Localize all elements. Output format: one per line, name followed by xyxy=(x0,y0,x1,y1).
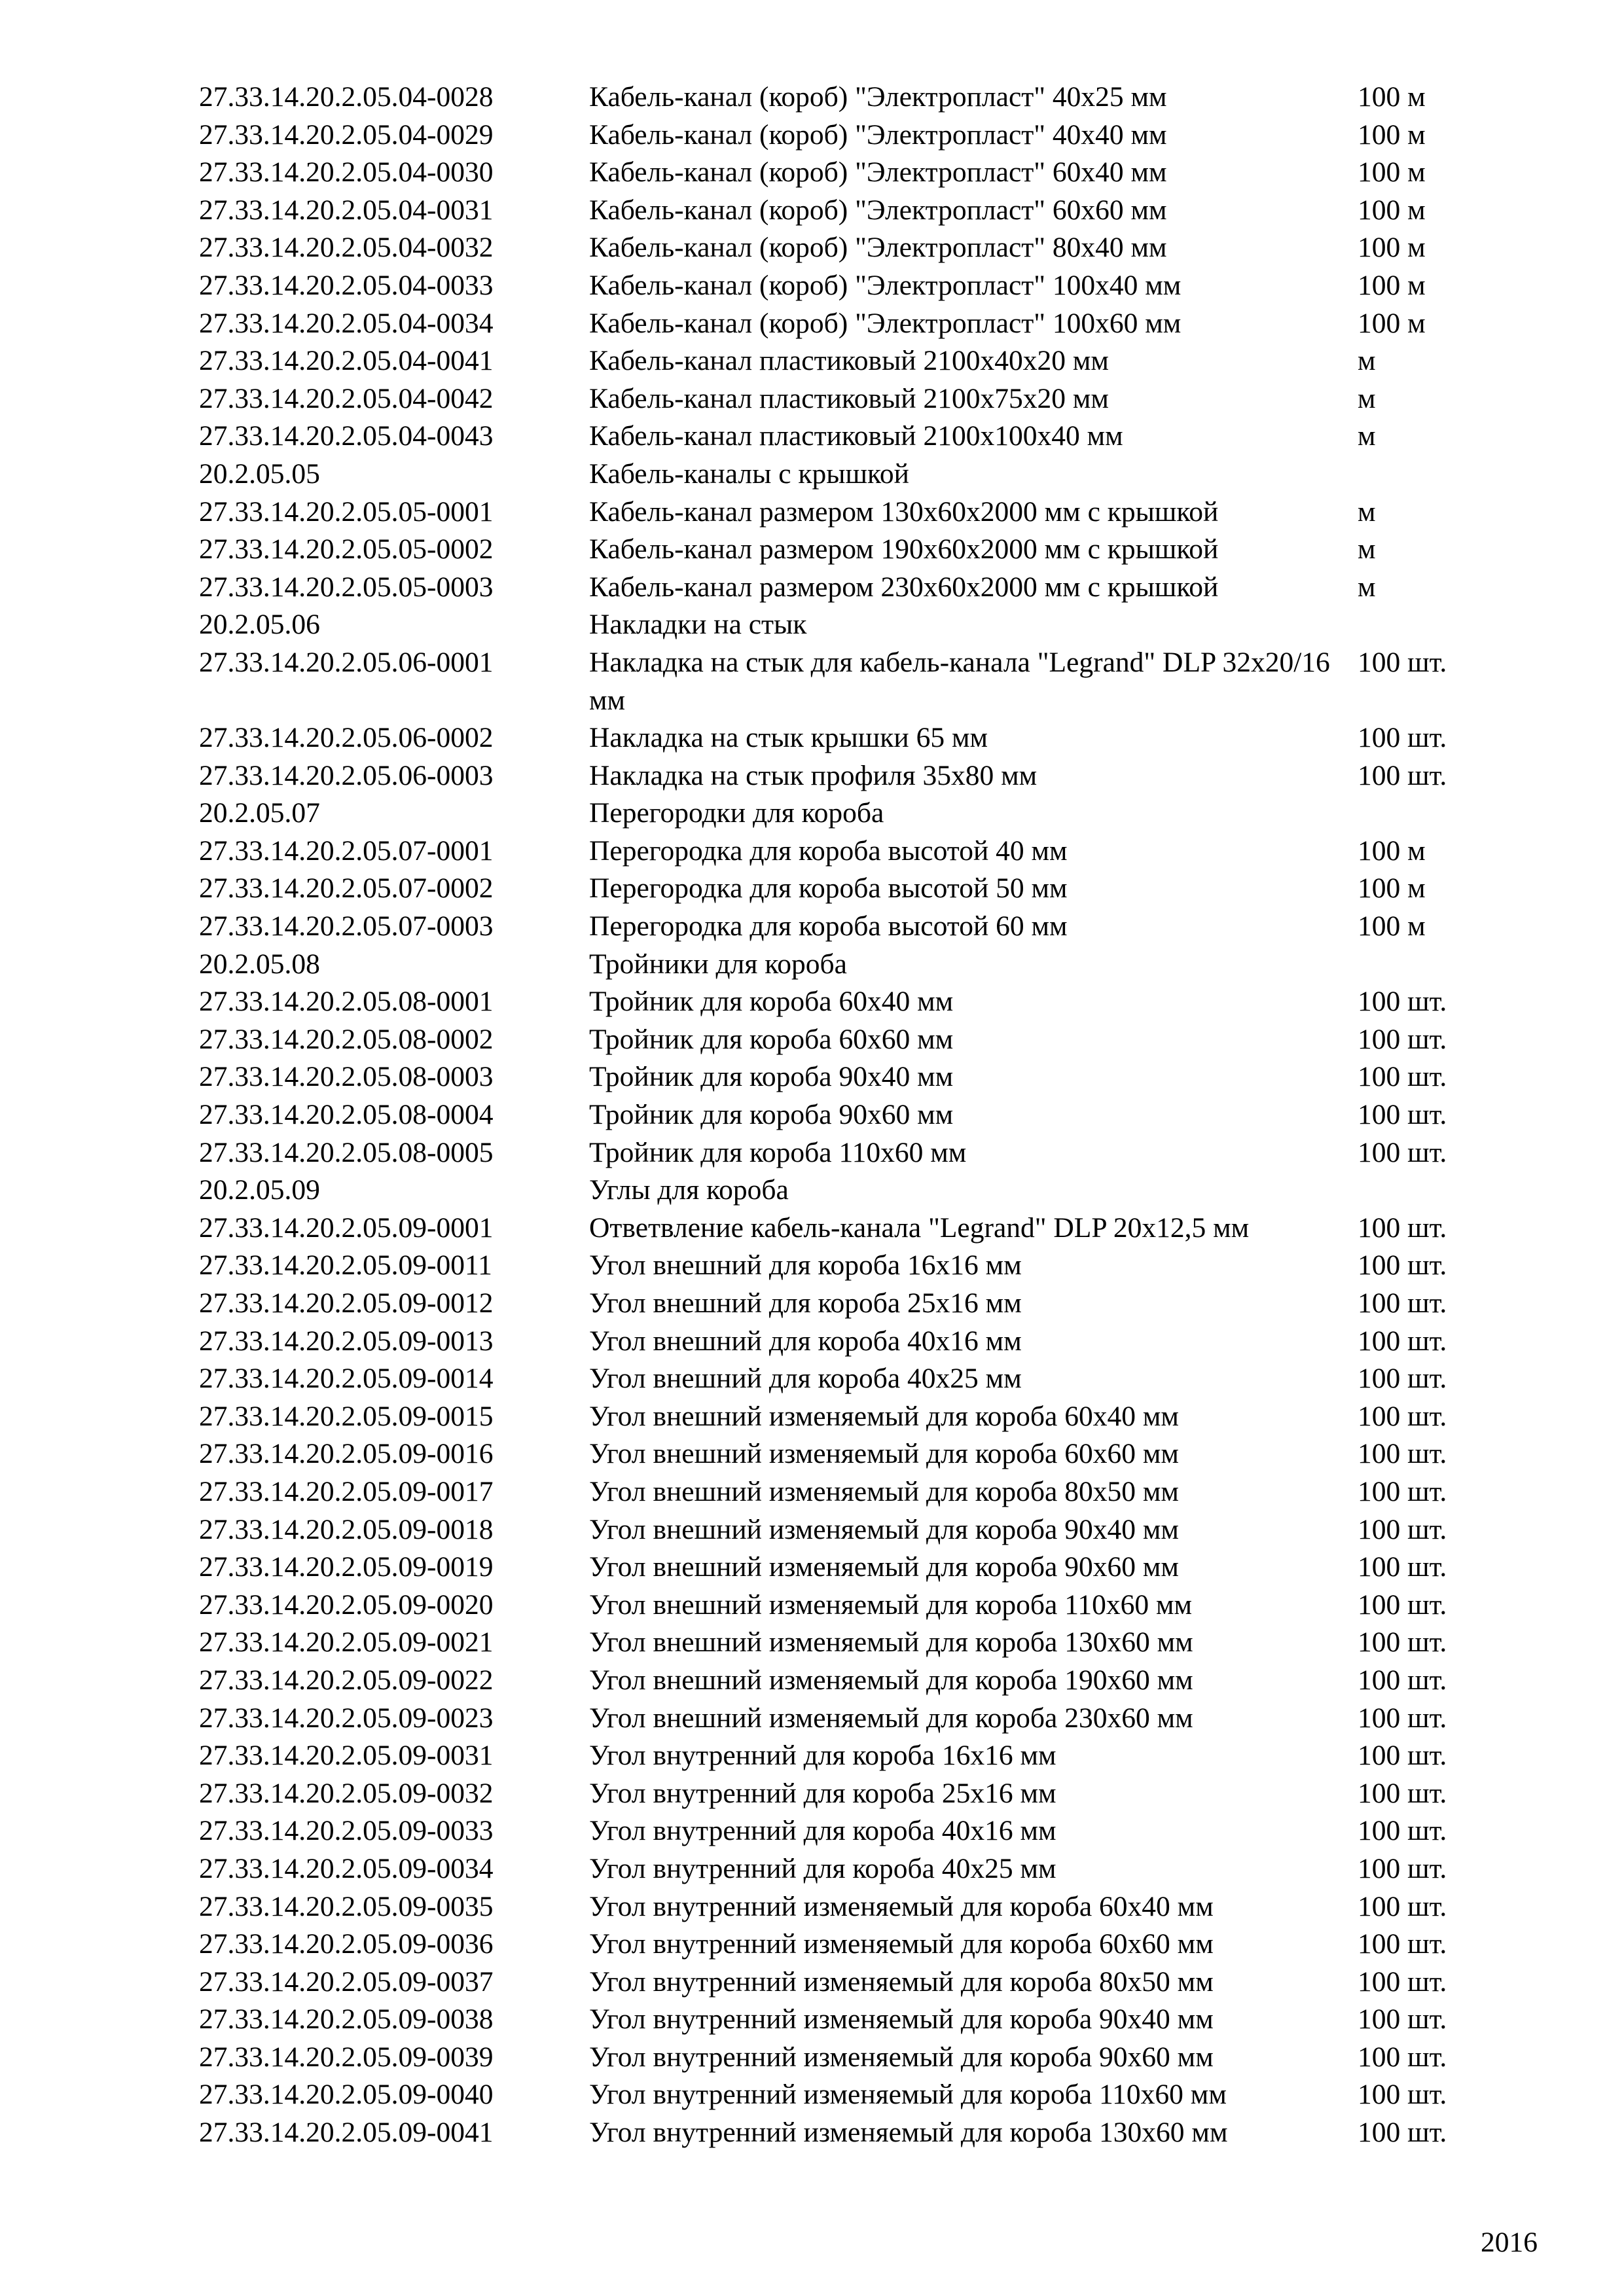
table-row xyxy=(199,833,1502,870)
unit-of-measure: 100 шт. xyxy=(1358,2003,1447,2036)
table-row xyxy=(199,719,1502,757)
section-title: Перегородки для короба xyxy=(589,797,884,829)
section-title: Накладки на стык xyxy=(589,609,807,641)
unit-of-measure: 100 м xyxy=(1358,81,1426,113)
section-header-row xyxy=(199,1172,1502,1210)
resource-code: 27.33.14.20.2.05.04-0029 xyxy=(199,118,494,151)
unit-of-measure: м xyxy=(1358,382,1376,414)
resource-name: Угол внешний изменяемый для короба 130х60 мм xyxy=(589,1626,1193,1659)
resource-code: 27.33.14.20.2.05.09-0017 xyxy=(199,1475,494,1507)
unit-of-measure: м xyxy=(1358,345,1376,377)
unit-of-measure: 100 шт. xyxy=(1358,1664,1447,1696)
unit-of-measure: 100 шт. xyxy=(1358,1588,1447,1621)
table-row xyxy=(199,2001,1502,2039)
section-code: 20.2.05.08 xyxy=(199,948,320,980)
unit-of-measure: 100 шт. xyxy=(1358,1061,1447,1093)
unit-of-measure: 100 шт. xyxy=(1358,1551,1447,1583)
section-header-row xyxy=(199,606,1502,644)
resource-name: Угол внешний для короба 16х16 мм xyxy=(589,1249,1022,1282)
resource-code: 27.33.14.20.2.05.09-0023 xyxy=(199,1702,494,1734)
table-row xyxy=(199,2076,1502,2114)
unit-of-measure: 100 шт. xyxy=(1358,1890,1447,1922)
table-row xyxy=(199,757,1502,795)
resource-code: 27.33.14.20.2.05.09-0014 xyxy=(199,1363,494,1395)
table-row xyxy=(199,342,1502,380)
resource-code: 27.33.14.20.2.05.07-0001 xyxy=(199,834,494,867)
resource-name: Кабель-канал (короб) "Электропласт" 100х60 мм xyxy=(589,307,1182,339)
resource-code: 27.33.14.20.2.05.04-0032 xyxy=(199,232,494,264)
unit-of-measure: 100 шт. xyxy=(1358,1475,1447,1507)
table-row xyxy=(199,1247,1502,1285)
table-row xyxy=(199,1511,1502,1549)
resource-code: 27.33.14.20.2.05.06-0001 xyxy=(199,646,494,678)
table-row xyxy=(199,1662,1502,1700)
unit-of-measure: 100 шт. xyxy=(1358,1287,1447,1319)
table-row xyxy=(199,267,1502,305)
resource-code: 27.33.14.20.2.05.08-0003 xyxy=(199,1061,494,1093)
unit-of-measure: 100 шт. xyxy=(1358,1136,1447,1168)
resource-code: 27.33.14.20.2.05.09-0033 xyxy=(199,1815,494,1847)
table-row xyxy=(199,1360,1502,1398)
resource-name: Угол внутренний изменяемый для короба 90х40 мм xyxy=(589,2003,1214,2036)
resource-name: Кабель-канал (короб) "Электропласт" 80х40 мм xyxy=(589,232,1167,264)
unit-of-measure: 100 м xyxy=(1358,118,1426,151)
table-row xyxy=(199,1134,1502,1172)
resource-code: 27.33.14.20.2.05.09-0037 xyxy=(199,1965,494,1998)
resource-name: Угол внешний изменяемый для короба 60х60 мм xyxy=(589,1438,1179,1470)
unit-of-measure: 100 шт. xyxy=(1358,1438,1447,1470)
section-title: Тройники для короба xyxy=(589,948,847,980)
unit-of-measure: 100 шт. xyxy=(1358,1400,1447,1432)
resource-code: 27.33.14.20.2.05.09-0038 xyxy=(199,2003,494,2036)
resource-name: Угол внутренний изменяемый для короба 80х50 мм xyxy=(589,1965,1214,1998)
unit-of-measure: 100 шт. xyxy=(1358,1740,1447,1772)
table-row xyxy=(199,531,1502,569)
table-row xyxy=(199,1096,1502,1134)
resource-name: Кабель-канал (короб) "Электропласт" 40х25 мм xyxy=(589,81,1167,113)
unit-of-measure: 100 м xyxy=(1358,307,1426,339)
resource-name: Кабель-канал (короб) "Электропласт" 60х40 мм xyxy=(589,156,1167,188)
resource-code: 27.33.14.20.2.05.06-0003 xyxy=(199,759,494,791)
resource-code: 27.33.14.20.2.05.04-0030 xyxy=(199,156,494,188)
resource-code: 27.33.14.20.2.05.09-0031 xyxy=(199,1740,494,1772)
resource-name: Угол внешний изменяемый для короба 230х60 мм xyxy=(589,1702,1193,1734)
table-row xyxy=(199,1398,1502,1436)
table-row xyxy=(199,192,1502,230)
resource-code: 27.33.14.20.2.05.04-0033 xyxy=(199,269,494,301)
table-row xyxy=(199,117,1502,154)
resource-code: 27.33.14.20.2.05.09-0040 xyxy=(199,2079,494,2111)
resource-name: Тройник для короба 90х40 мм xyxy=(589,1061,954,1093)
resource-code: 27.33.14.20.2.05.09-0001 xyxy=(199,1211,494,1244)
resource-name: Перегородка для короба высотой 40 мм xyxy=(589,834,1068,867)
section-code: 20.2.05.05 xyxy=(199,457,320,490)
unit-of-measure: 100 м xyxy=(1358,156,1426,188)
unit-of-measure: 100 м xyxy=(1358,872,1426,905)
table-row xyxy=(199,1473,1502,1511)
resource-code: 27.33.14.20.2.05.07-0003 xyxy=(199,910,494,942)
resource-name: Угол внутренний для короба 40х16 мм xyxy=(589,1815,1056,1847)
resource-code: 27.33.14.20.2.05.09-0015 xyxy=(199,1400,494,1432)
table-row xyxy=(199,305,1502,343)
resource-code: 27.33.14.20.2.05.09-0013 xyxy=(199,1325,494,1357)
resource-name: Угол внешний для короба 25х16 мм xyxy=(589,1287,1022,1319)
unit-of-measure: 100 шт. xyxy=(1358,2041,1447,2073)
resource-code: 27.33.14.20.2.05.07-0002 xyxy=(199,872,494,905)
resource-name: Накладка на стык для кабель-канала "Legrand" DLP 32х20/16 мм xyxy=(589,646,1330,716)
table-row xyxy=(199,1888,1502,1926)
table-row xyxy=(199,1775,1502,1813)
table-row xyxy=(199,1587,1502,1624)
resource-name: Угол внешний изменяемый для короба 60х40 мм xyxy=(589,1400,1179,1432)
resource-name: Кабель-канал размером 190х60х2000 мм с крышкой xyxy=(589,533,1219,565)
unit-of-measure: м xyxy=(1358,420,1376,452)
resource-name: Угол внутренний для короба 16х16 мм xyxy=(589,1740,1056,1772)
resource-name: Тройник для короба 110х60 мм xyxy=(589,1136,967,1168)
unit-of-measure: 100 шт. xyxy=(1358,1777,1447,1809)
table-row xyxy=(199,870,1502,908)
resource-name: Угол внешний изменяемый для короба 90х60 мм xyxy=(589,1551,1179,1583)
table-row xyxy=(199,1812,1502,1850)
resource-code: 27.33.14.20.2.05.05-0001 xyxy=(199,495,494,528)
section-code: 20.2.05.09 xyxy=(199,1174,320,1206)
unit-of-measure: 100 шт. xyxy=(1358,646,1447,678)
resource-name: Угол внутренний изменяемый для короба 90х60 мм xyxy=(589,2041,1214,2073)
unit-of-measure: 100 шт. xyxy=(1358,1023,1447,1055)
unit-of-measure: 100 шт. xyxy=(1358,2079,1447,2111)
table-row xyxy=(199,908,1502,946)
table-row xyxy=(199,1210,1502,1247)
price-catalog-table xyxy=(199,79,1502,2152)
resource-code: 27.33.14.20.2.05.04-0043 xyxy=(199,420,494,452)
table-row xyxy=(199,493,1502,531)
resource-code: 27.33.14.20.2.05.04-0028 xyxy=(199,81,494,113)
resource-name: Угол внутренний изменяемый для короба 110х60 мм xyxy=(589,2079,1227,2111)
resource-name: Угол внешний изменяемый для короба 80х50 мм xyxy=(589,1475,1179,1507)
resource-name: Кабель-канал (короб) "Электропласт" 40х40 мм xyxy=(589,118,1167,151)
table-row xyxy=(199,2039,1502,2077)
resource-name: Ответвление кабель-канала "Legrand" DLP 20х12,5 мм xyxy=(589,1211,1250,1244)
unit-of-measure: 100 шт. xyxy=(1358,1249,1447,1282)
unit-of-measure: 100 шт. xyxy=(1358,1325,1447,1357)
table-row xyxy=(199,1700,1502,1738)
resource-name: Тройник для короба 90х60 мм xyxy=(589,1099,954,1131)
resource-code: 27.33.14.20.2.05.08-0005 xyxy=(199,1136,494,1168)
unit-of-measure: 100 м xyxy=(1358,194,1426,226)
table-row xyxy=(199,1058,1502,1096)
resource-code: 27.33.14.20.2.05.08-0002 xyxy=(199,1023,494,1055)
table-row xyxy=(199,983,1502,1021)
resource-name: Угол внутренний для короба 25х16 мм xyxy=(589,1777,1056,1809)
resource-name: Угол внешний изменяемый для короба 110х60 мм xyxy=(589,1588,1193,1621)
resource-name: Угол внешний изменяемый для короба 90х40 мм xyxy=(589,1513,1179,1545)
table-row xyxy=(199,644,1502,719)
table-row xyxy=(199,569,1502,607)
section-title: Кабель-каналы с крышкой xyxy=(589,457,909,490)
resource-name: Кабель-канал размером 130х60х2000 мм с крышкой xyxy=(589,495,1219,528)
unit-of-measure: 100 шт. xyxy=(1358,986,1447,1018)
resource-name: Накладка на стык профиля 35х80 мм xyxy=(589,759,1038,791)
resource-name: Перегородка для короба высотой 60 мм xyxy=(589,910,1068,942)
table-row xyxy=(199,418,1502,456)
unit-of-measure: 100 м xyxy=(1358,269,1426,301)
table-row xyxy=(199,1850,1502,1888)
resource-name: Угол внутренний изменяемый для короба 60х40 мм xyxy=(589,1890,1214,1922)
unit-of-measure: 100 м xyxy=(1358,910,1426,942)
resource-code: 27.33.14.20.2.05.09-0019 xyxy=(199,1551,494,1583)
resource-code: 27.33.14.20.2.05.09-0018 xyxy=(199,1513,494,1545)
unit-of-measure: 100 шт. xyxy=(1358,1211,1447,1244)
unit-of-measure: 100 шт. xyxy=(1358,722,1447,754)
resource-name: Кабель-канал (короб) "Электропласт" 60х60 мм xyxy=(589,194,1167,226)
resource-name: Кабель-канал пластиковый 2100х40х20 мм xyxy=(589,345,1109,377)
unit-of-measure: 100 шт. xyxy=(1358,1928,1447,1960)
unit-of-measure: 100 шт. xyxy=(1358,1363,1447,1395)
unit-of-measure: 100 м xyxy=(1358,834,1426,867)
section-code: 20.2.05.07 xyxy=(199,797,320,829)
resource-name: Накладка на стык крышки 65 мм xyxy=(589,722,988,754)
unit-of-measure: 100 шт. xyxy=(1358,759,1447,791)
resource-name: Кабель-канал пластиковый 2100х75х20 мм xyxy=(589,382,1109,414)
table-row xyxy=(199,1021,1502,1059)
table-row xyxy=(199,1549,1502,1587)
resource-name: Перегородка для короба высотой 50 мм xyxy=(589,872,1068,905)
resource-code: 27.33.14.20.2.05.04-0042 xyxy=(199,382,494,414)
table-row xyxy=(199,1926,1502,1964)
resource-code: 27.33.14.20.2.05.05-0003 xyxy=(199,571,494,603)
unit-of-measure: 100 шт. xyxy=(1358,1099,1447,1131)
unit-of-measure: м xyxy=(1358,571,1376,603)
resource-code: 27.33.14.20.2.05.09-0032 xyxy=(199,1777,494,1809)
resource-code: 27.33.14.20.2.05.08-0001 xyxy=(199,986,494,1018)
resource-code: 27.33.14.20.2.05.09-0021 xyxy=(199,1626,494,1659)
resource-code: 27.33.14.20.2.05.09-0012 xyxy=(199,1287,494,1319)
unit-of-measure: 100 шт. xyxy=(1358,2117,1447,2149)
unit-of-measure: 100 шт. xyxy=(1358,1702,1447,1734)
section-header-row xyxy=(199,456,1502,493)
resource-code: 27.33.14.20.2.05.09-0035 xyxy=(199,1890,494,1922)
resource-code: 27.33.14.20.2.05.08-0004 xyxy=(199,1099,494,1131)
table-row xyxy=(199,1285,1502,1323)
table-row xyxy=(199,1435,1502,1473)
resource-code: 27.33.14.20.2.05.09-0034 xyxy=(199,1852,494,1884)
section-header-row xyxy=(199,795,1502,833)
table-row xyxy=(199,380,1502,418)
table-row xyxy=(199,1737,1502,1775)
table-row xyxy=(199,229,1502,267)
table-row xyxy=(199,1964,1502,2001)
resource-code: 27.33.14.20.2.05.09-0041 xyxy=(199,2117,494,2149)
resource-code: 27.33.14.20.2.05.05-0002 xyxy=(199,533,494,565)
section-header-row xyxy=(199,946,1502,984)
section-code: 20.2.05.06 xyxy=(199,609,320,641)
resource-name: Угол внешний изменяемый для короба 190х60 мм xyxy=(589,1664,1193,1696)
resource-code: 27.33.14.20.2.05.09-0011 xyxy=(199,1249,492,1282)
resource-name: Кабель-канал пластиковый 2100х100х40 мм xyxy=(589,420,1123,452)
resource-code: 27.33.14.20.2.05.09-0036 xyxy=(199,1928,494,1960)
resource-code: 27.33.14.20.2.05.09-0020 xyxy=(199,1588,494,1621)
resource-name: Угол внутренний изменяемый для короба 130х60 мм xyxy=(589,2117,1228,2149)
resource-code: 27.33.14.20.2.05.09-0016 xyxy=(199,1438,494,1470)
resource-code: 27.33.14.20.2.05.04-0041 xyxy=(199,345,494,377)
resource-code: 27.33.14.20.2.05.09-0022 xyxy=(199,1664,494,1696)
resource-name: Кабель-канал (короб) "Электропласт" 100х40 мм xyxy=(589,269,1182,301)
table-row xyxy=(199,79,1502,117)
resource-name: Угол внутренний изменяемый для короба 60х60 мм xyxy=(589,1928,1214,1960)
unit-of-measure: м xyxy=(1358,533,1376,565)
table-row xyxy=(199,2114,1502,2152)
table-row xyxy=(199,1323,1502,1361)
unit-of-measure: 100 м xyxy=(1358,232,1426,264)
unit-of-measure: 100 шт. xyxy=(1358,1626,1447,1659)
unit-of-measure: 100 шт. xyxy=(1358,1815,1447,1847)
section-title: Углы для короба xyxy=(589,1174,789,1206)
unit-of-measure: 100 шт. xyxy=(1358,1852,1447,1884)
page-number: 2016 xyxy=(1481,2227,1538,2258)
resource-code: 27.33.14.20.2.05.04-0031 xyxy=(199,194,494,226)
unit-of-measure: 100 шт. xyxy=(1358,1513,1447,1545)
resource-code: 27.33.14.20.2.05.06-0002 xyxy=(199,722,494,754)
resource-code: 27.33.14.20.2.05.04-0034 xyxy=(199,307,494,339)
resource-name: Тройник для короба 60х40 мм xyxy=(589,986,954,1018)
resource-name: Угол внутренний для короба 40х25 мм xyxy=(589,1852,1056,1884)
table-row xyxy=(199,154,1502,192)
resource-name: Тройник для короба 60х60 мм xyxy=(589,1023,954,1055)
unit-of-measure: 100 шт. xyxy=(1358,1965,1447,1998)
resource-name: Угол внешний для короба 40х16 мм xyxy=(589,1325,1022,1357)
resource-name: Кабель-канал размером 230х60х2000 мм с крышкой xyxy=(589,571,1219,603)
resource-name: Угол внешний для короба 40х25 мм xyxy=(589,1363,1022,1395)
table-row xyxy=(199,1624,1502,1662)
resource-code: 27.33.14.20.2.05.09-0039 xyxy=(199,2041,494,2073)
unit-of-measure: м xyxy=(1358,495,1376,528)
